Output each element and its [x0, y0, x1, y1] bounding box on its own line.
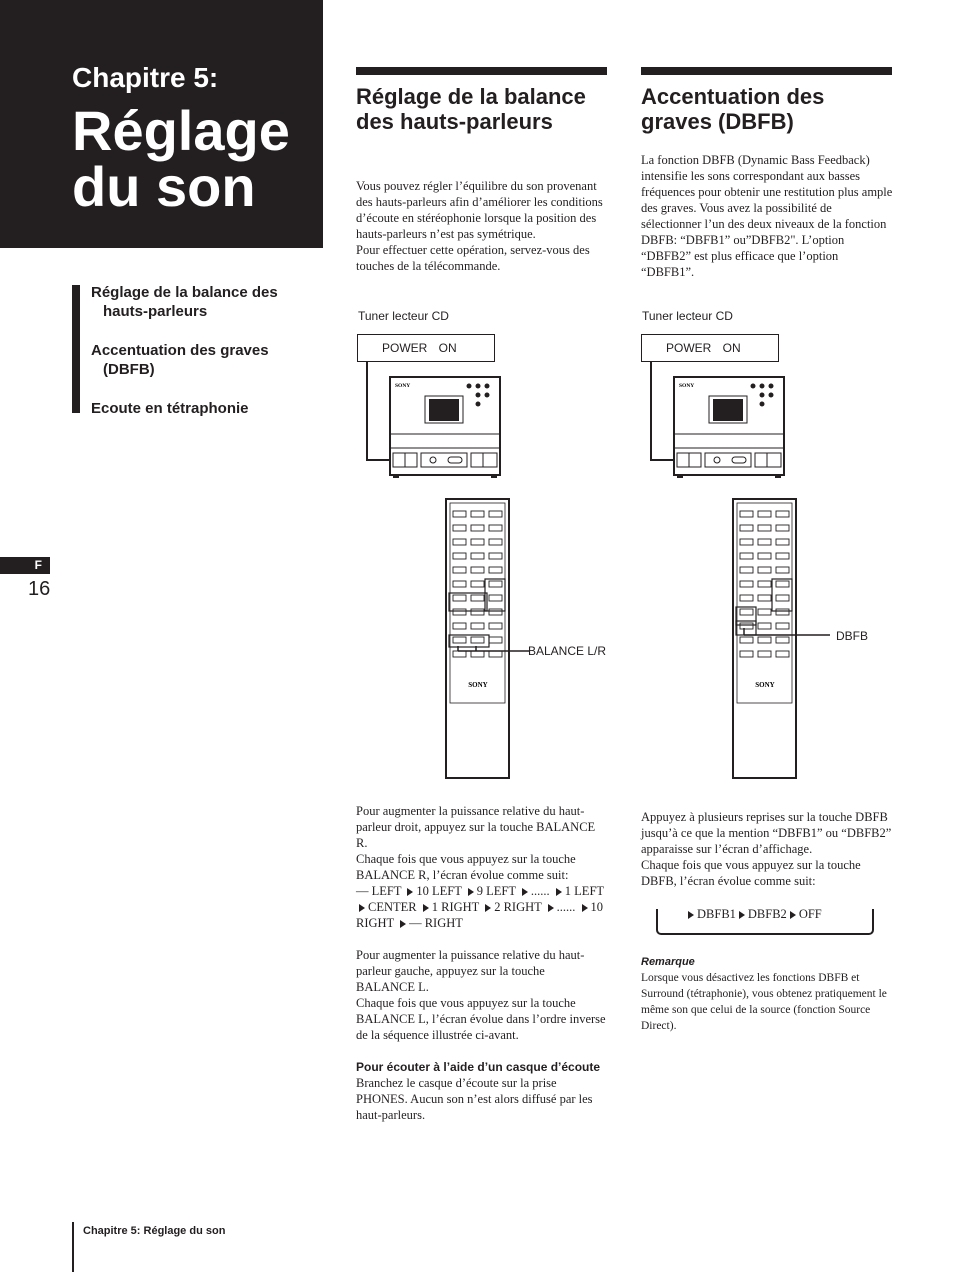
- remote-button: [489, 595, 502, 601]
- remote-button: [489, 525, 502, 531]
- paragraph: Vous pouvez régler l’équilibre du son provenant des hauts-parleurs afin d’améliorer les conditions d’écoute en stéréophonie lorsque la position des hauts-parleurs n’est pas symétrique.: [356, 179, 603, 241]
- toc-line: Réglage de la balance des hauts-parleurs: [91, 284, 278, 320]
- remote-button: [776, 553, 789, 559]
- dbfb-heading: Accentuation des graves (DBFB): [641, 84, 825, 134]
- dbfb-callout: DBFB: [836, 629, 869, 643]
- remote-button: [471, 511, 484, 517]
- dbfb-intro: La fonction DBFB (Dynamic Bass Feedback) intensifie les sons correspondant aux basses fréquences pour obtenir une restitution plus ample des graves. Vous avez la possibilité de sélectionner l’un des deux niveaux de la fonction DBFB: “DBFB1” ou”DBFB2". L’option “DBFB2” est plus efficace que l’option “DBFB1”.: [641, 153, 893, 279]
- remote-button: [471, 581, 484, 587]
- diagram-label: Tuner lecteur CD: [358, 309, 449, 323]
- tuner-cd-unit-illustration: [355, 360, 505, 485]
- balance-lr-callout: BALANCE L/R: [528, 644, 607, 658]
- brand-logo: SONY: [468, 681, 488, 689]
- remote-button: [740, 609, 753, 615]
- remote-button: [471, 623, 484, 629]
- remote-button: [758, 651, 771, 657]
- remote-button: [453, 553, 466, 559]
- remote-button: [758, 581, 771, 587]
- remote-button: [776, 567, 789, 573]
- remote-button: [489, 623, 502, 629]
- remote-button: [489, 581, 502, 587]
- power-on-box: POWER ON: [641, 334, 779, 362]
- callout-line: [450, 636, 535, 666]
- toc-bar: [72, 285, 80, 413]
- balance-intro: [356, 178, 606, 274]
- remote-button: [740, 553, 753, 559]
- toc-line: Accentuation des graves (DBFB): [91, 342, 269, 378]
- note-title: Remarque: [641, 956, 695, 968]
- remote-button: [758, 511, 771, 517]
- remote-button: [740, 651, 753, 657]
- remote-button: [489, 539, 502, 545]
- dbfb-cycle-sequence: DBFB1 DBFB2 OFF: [683, 906, 824, 922]
- chapter-label: Chapitre 5:: [72, 62, 219, 93]
- balance-sequence: — LEFT 10 LEFT 9 LEFT ...... 1 LEFT CENTER 1 RIGHT 2 RIGHT ...... 10 RIGHT — RIGHT: [356, 884, 604, 930]
- remote-button: [758, 567, 771, 573]
- remote-button: [740, 525, 753, 531]
- remote-button: [453, 567, 466, 573]
- toc-item-tetraphonie[interactable]: [91, 399, 316, 418]
- chapter-title: Réglage du son: [72, 99, 290, 218]
- toc-line: Ecoute en tétraphonie: [91, 400, 249, 417]
- footer-text: Chapitre 5: Réglage du son: [83, 1225, 226, 1237]
- toc-item-dbfb[interactable]: [91, 341, 316, 379]
- paragraph: Pour effectuer cette opération, servez-vous des touches de la télécommande.: [356, 243, 590, 273]
- remote-button: [453, 609, 466, 615]
- paragraph: Chaque fois que vous appuyez sur la touche BALANCE R, l’écran évolue comme suit:: [356, 852, 576, 882]
- remote-button: [758, 609, 771, 615]
- remote-button: [471, 553, 484, 559]
- remote-button: [489, 553, 502, 559]
- section-rule: [356, 67, 607, 75]
- brand-logo: SONY: [755, 681, 775, 689]
- remote-button: [740, 539, 753, 545]
- note-block: [641, 954, 893, 1034]
- remote-button: [776, 609, 789, 615]
- remote-button: [776, 581, 789, 587]
- paragraph: Chaque fois que vous appuyez sur la touche BALANCE L, l’écran évolue dans l’ordre inverse de la séquence illustrée ci-avant.: [356, 996, 606, 1042]
- remote-button: [453, 539, 466, 545]
- remote-button: [776, 525, 789, 531]
- remote-button: [453, 525, 466, 531]
- tuner-cd-unit-illustration: [639, 360, 789, 485]
- callout-line: [738, 622, 833, 644]
- remote-button: [740, 595, 753, 601]
- remote-button: [740, 567, 753, 573]
- remote-button: [471, 609, 484, 615]
- remote-button: [489, 609, 502, 615]
- headphone-subheading: Pour écouter à l’aide d’un casque d’écoute: [356, 1060, 601, 1074]
- paragraph: Appuyez à plusieurs reprises sur la touche DBFB jusqu’à ce que la mention “DBFB1” ou “DBFB2” apparaisse sur l’écran d’affichage.: [641, 810, 892, 856]
- remote-button: [740, 581, 753, 587]
- remote-button: [740, 511, 753, 517]
- remote-button: [453, 595, 466, 601]
- note-text: Lorsque vous désactivez les fonctions DBFB et Surround (tétraphonie), vous obtenez pratiquement le même son que celui de la source (fonction Source Direct).: [641, 972, 887, 1032]
- remote-button: [776, 651, 789, 657]
- remote-button: [471, 539, 484, 545]
- remote-button: [471, 525, 484, 531]
- remote-button: [453, 511, 466, 517]
- remote-button: [758, 595, 771, 601]
- remote-button: [758, 539, 771, 545]
- toc-item-balance[interactable]: [91, 283, 316, 321]
- language-badge: F: [0, 557, 50, 574]
- remote-button: [453, 581, 466, 587]
- page-number: 16: [28, 578, 51, 600]
- remote-button: [471, 595, 484, 601]
- paragraph: Chaque fois que vous appuyez sur la touche DBFB, l’écran évolue comme suit:: [641, 858, 861, 888]
- footer-rule: [72, 1222, 74, 1272]
- paragraph: Pour augmenter la puissance relative du haut-parleur droit, appuyez sur la touche BALANCE R.: [356, 804, 596, 850]
- diagram-label: Tuner lecteur CD: [642, 309, 733, 323]
- remote-button: [758, 553, 771, 559]
- balance-instructions: [356, 803, 606, 1123]
- remote-button: [471, 567, 484, 573]
- paragraph: Branchez le casque d’écoute sur la prise PHONES. Aucun son n’est alors diffusé par les haut-parleurs.: [356, 1076, 593, 1122]
- dbfb-instructions: [641, 809, 893, 889]
- remote-button: [489, 567, 502, 573]
- paragraph: Pour augmenter la puissance relative du haut-parleur gauche, appuyez sur la touche BALANCE L.: [356, 948, 585, 994]
- section-rule: [641, 67, 892, 75]
- brand-logo: SONY: [395, 383, 411, 389]
- remote-button: [776, 539, 789, 545]
- balance-heading: Réglage de la balance des hauts-parleurs: [356, 84, 586, 134]
- remote-button: [489, 511, 502, 517]
- brand-logo: SONY: [679, 383, 695, 389]
- remote-button: [776, 595, 789, 601]
- remote-button: [776, 511, 789, 517]
- remote-button: [453, 623, 466, 629]
- power-on-box: POWER ON: [357, 334, 495, 362]
- remote-button: [758, 525, 771, 531]
